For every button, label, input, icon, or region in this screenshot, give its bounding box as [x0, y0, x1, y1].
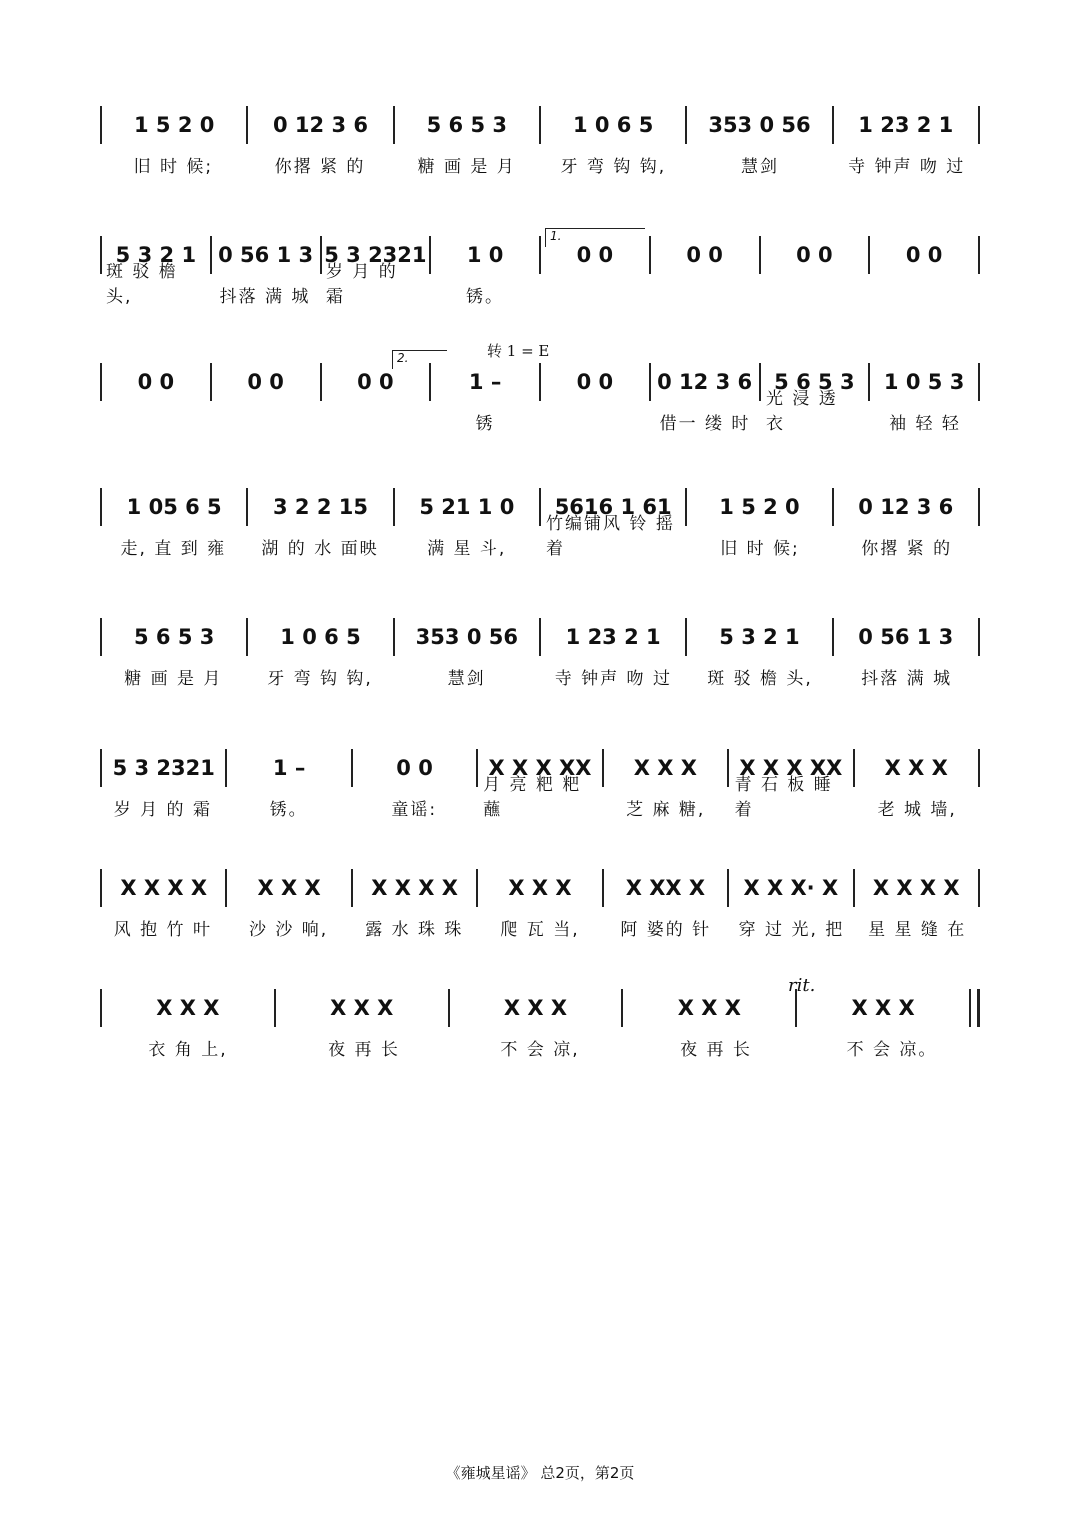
- final-barline: [969, 989, 980, 1027]
- lyric-segment: 寺 钟声 吻 过: [848, 157, 966, 177]
- measure: 5 21 1 0: [419, 495, 515, 519]
- lyric-segment: 借一 缕 时: [659, 414, 751, 434]
- lyric-segment: 你撂 紧 的: [274, 157, 366, 177]
- measure: X X X: [508, 876, 572, 900]
- measure: X X X: [677, 996, 741, 1020]
- measure: 0 0: [576, 370, 614, 394]
- score-system: [100, 748, 980, 848]
- lyrics-row: [100, 147, 980, 177]
- lyric-segment: 青 石 板 睡着: [734, 775, 833, 820]
- measure: 1 –: [468, 370, 502, 394]
- lyric-segment: 锈。: [466, 287, 504, 307]
- score-system: [100, 617, 980, 717]
- barline: [978, 363, 980, 401]
- lyrics-row: [100, 775, 980, 820]
- lyric-segment: 斑 驳 檐 头,: [106, 262, 178, 307]
- lyric-segment: 沙 沙 响,: [248, 920, 329, 940]
- measure: 0 0: [396, 756, 433, 780]
- lyric-segment: 不 会 凉。: [846, 1040, 938, 1060]
- lyric-segment: 童谣:: [391, 800, 438, 820]
- score-system: [100, 362, 980, 462]
- lyrics-row: [100, 514, 980, 559]
- measure: X X X XX: [488, 756, 592, 780]
- lyric-segment: 月 亮 粑 粑蘸: [483, 775, 582, 820]
- lyric-segment: 爬 瓦 当,: [500, 920, 580, 940]
- measure: 5 3 2321: [324, 243, 427, 267]
- measure: 5616 1 61: [554, 495, 672, 519]
- lyric-segment: 旧 时 候;: [720, 539, 800, 559]
- lyric-segment: 光 浸 透 衣: [766, 389, 838, 434]
- measure: X X X: [851, 996, 915, 1020]
- lyric-segment: 你撂 紧 的: [861, 539, 953, 559]
- lyric-segment: 慧剑: [447, 669, 486, 689]
- barline: [978, 488, 980, 526]
- lyrics-row: [100, 262, 980, 307]
- lyric-segment: 斑 驳 檐 头,: [707, 669, 813, 689]
- notes-row: [100, 235, 980, 275]
- measure: 0 0: [796, 243, 833, 267]
- measure: 0 12 3 6: [657, 370, 753, 394]
- notes-row: [100, 868, 980, 908]
- score-system: [100, 868, 980, 968]
- measure: 0 0: [357, 370, 394, 394]
- lyric-segment: 衣 角 上,: [148, 1040, 228, 1060]
- notes-row: [100, 105, 980, 145]
- lyric-segment: 露 水 珠 珠: [365, 920, 464, 940]
- barline: [978, 618, 980, 656]
- measure: 1 23 2 1: [565, 625, 661, 649]
- measure: X X X: [633, 756, 697, 780]
- lyric-segment: 走, 直 到 雍: [120, 539, 227, 559]
- lyric-segment: 慧剑: [741, 157, 780, 177]
- measure: 0 12 3 6: [272, 113, 368, 137]
- lyric-segment: 岁 月 的 霜: [326, 262, 398, 307]
- lyric-segment: 风 抱 竹 叶: [113, 920, 212, 940]
- volta-1: 1.: [545, 228, 645, 247]
- measure: X X X X: [120, 876, 208, 900]
- lyric-segment: 不 会 凉,: [500, 1040, 580, 1060]
- lyric-segment: 芝 麻 糖,: [626, 800, 706, 820]
- measure: 5 6 5 3: [774, 370, 855, 394]
- measure: X X X· X: [743, 876, 839, 900]
- lyric-segment: 牙 弯 钩 钩,: [267, 669, 373, 689]
- measure: 5 3 2 1: [115, 243, 197, 267]
- measure: 5 3 2321: [112, 756, 215, 780]
- barline: [978, 749, 980, 787]
- lyric-segment: 穿 过 光, 把: [738, 920, 845, 940]
- barline: [978, 236, 980, 274]
- measure: 5 6 5 3: [426, 113, 508, 137]
- measure: 353 0 56: [415, 625, 518, 649]
- lyric-segment: 抖落 满 城: [861, 669, 953, 689]
- notes-row: [100, 617, 980, 657]
- measure: X XX X: [625, 876, 706, 900]
- lyric-segment: 寺 钟声 吻 过: [554, 669, 672, 689]
- measure: 1 0 6 5: [572, 113, 654, 137]
- key-change-label: 转 1 = E: [487, 342, 550, 360]
- measure: 0 0: [247, 370, 284, 394]
- measure: 1 0 6 5: [280, 625, 361, 649]
- lyric-segment: 夜 再 长: [328, 1040, 400, 1060]
- measure: X X X: [503, 996, 568, 1020]
- measure: 0 0: [686, 243, 723, 267]
- measure: X X X: [330, 996, 394, 1020]
- lyric-segment: 岁 月 的 霜: [113, 800, 212, 820]
- lyric-segment: 星 星 缝 在: [868, 920, 967, 940]
- measure: 1 0: [466, 243, 504, 267]
- lyric-segment: 牙 弯 钩 钩,: [560, 157, 667, 177]
- lyric-segment: 糖 画 是 月: [417, 157, 516, 177]
- measure: 0 0: [905, 243, 943, 267]
- measure: 3 2 2 15: [272, 495, 368, 519]
- measure: 1 5 2 0: [133, 113, 215, 137]
- measure: X X X: [156, 996, 220, 1020]
- score-system: [100, 235, 980, 335]
- measure: 5 6 5 3: [133, 625, 215, 649]
- lyric-segment: 阿 婆的 针: [620, 920, 712, 940]
- lyric-segment: 抖落 满 城: [219, 287, 311, 307]
- notes-row: [100, 988, 980, 1028]
- measure: 0 56 1 3: [858, 625, 954, 649]
- lyric-segment: 竹编铺风 铃 摇着: [546, 514, 675, 559]
- lyric-segment: 旧 时 候;: [133, 157, 214, 177]
- score-system: [100, 487, 980, 587]
- measure: X X X X: [872, 876, 960, 900]
- measure: X X X: [257, 876, 321, 900]
- measure: 0 56 1 3: [218, 243, 314, 267]
- lyrics-row: [100, 910, 980, 940]
- lyric-segment: 袖 轻 轻: [889, 414, 961, 434]
- measure: 0 0: [576, 243, 614, 267]
- barline: [978, 869, 980, 907]
- page-footer: 《雍城星谣》 总2页，第2页: [445, 1464, 635, 1482]
- score-system: [100, 105, 980, 205]
- ritardando-mark: rit.: [788, 975, 816, 996]
- volta-2: 2.: [392, 350, 447, 369]
- barline: [978, 106, 980, 144]
- measure: 1 –: [272, 756, 306, 780]
- measure: 0 0: [137, 370, 175, 394]
- measure: X X X X: [371, 876, 458, 900]
- measure: X X X XX: [739, 756, 843, 780]
- lyrics-row: [100, 389, 980, 434]
- lyric-segment: 夜 再 长: [680, 1040, 752, 1060]
- lyric-segment: 满 星 斗,: [427, 539, 507, 559]
- lyric-segment: 老 城 墙,: [877, 800, 957, 820]
- measure: 0 12 3 6: [858, 495, 954, 519]
- lyrics-row: [100, 659, 980, 689]
- measure: 1 5 2 0: [719, 495, 800, 519]
- measure: 5 3 2 1: [719, 625, 800, 649]
- lyric-segment: 锈: [475, 414, 495, 434]
- score-system: [100, 988, 980, 1088]
- lyric-segment: 糖 画 是 月: [124, 669, 223, 689]
- measure: 1 0 5 3: [883, 370, 965, 394]
- lyrics-row: [100, 1030, 980, 1060]
- lyric-segment: 锈。: [269, 800, 308, 820]
- lyric-segment: 湖 的 水 面映: [261, 539, 379, 559]
- measure: X X X: [884, 756, 948, 780]
- measure: 1 05 6 5: [126, 495, 222, 519]
- measure: 353 0 56: [708, 113, 811, 137]
- measure: 1 23 2 1: [858, 113, 954, 137]
